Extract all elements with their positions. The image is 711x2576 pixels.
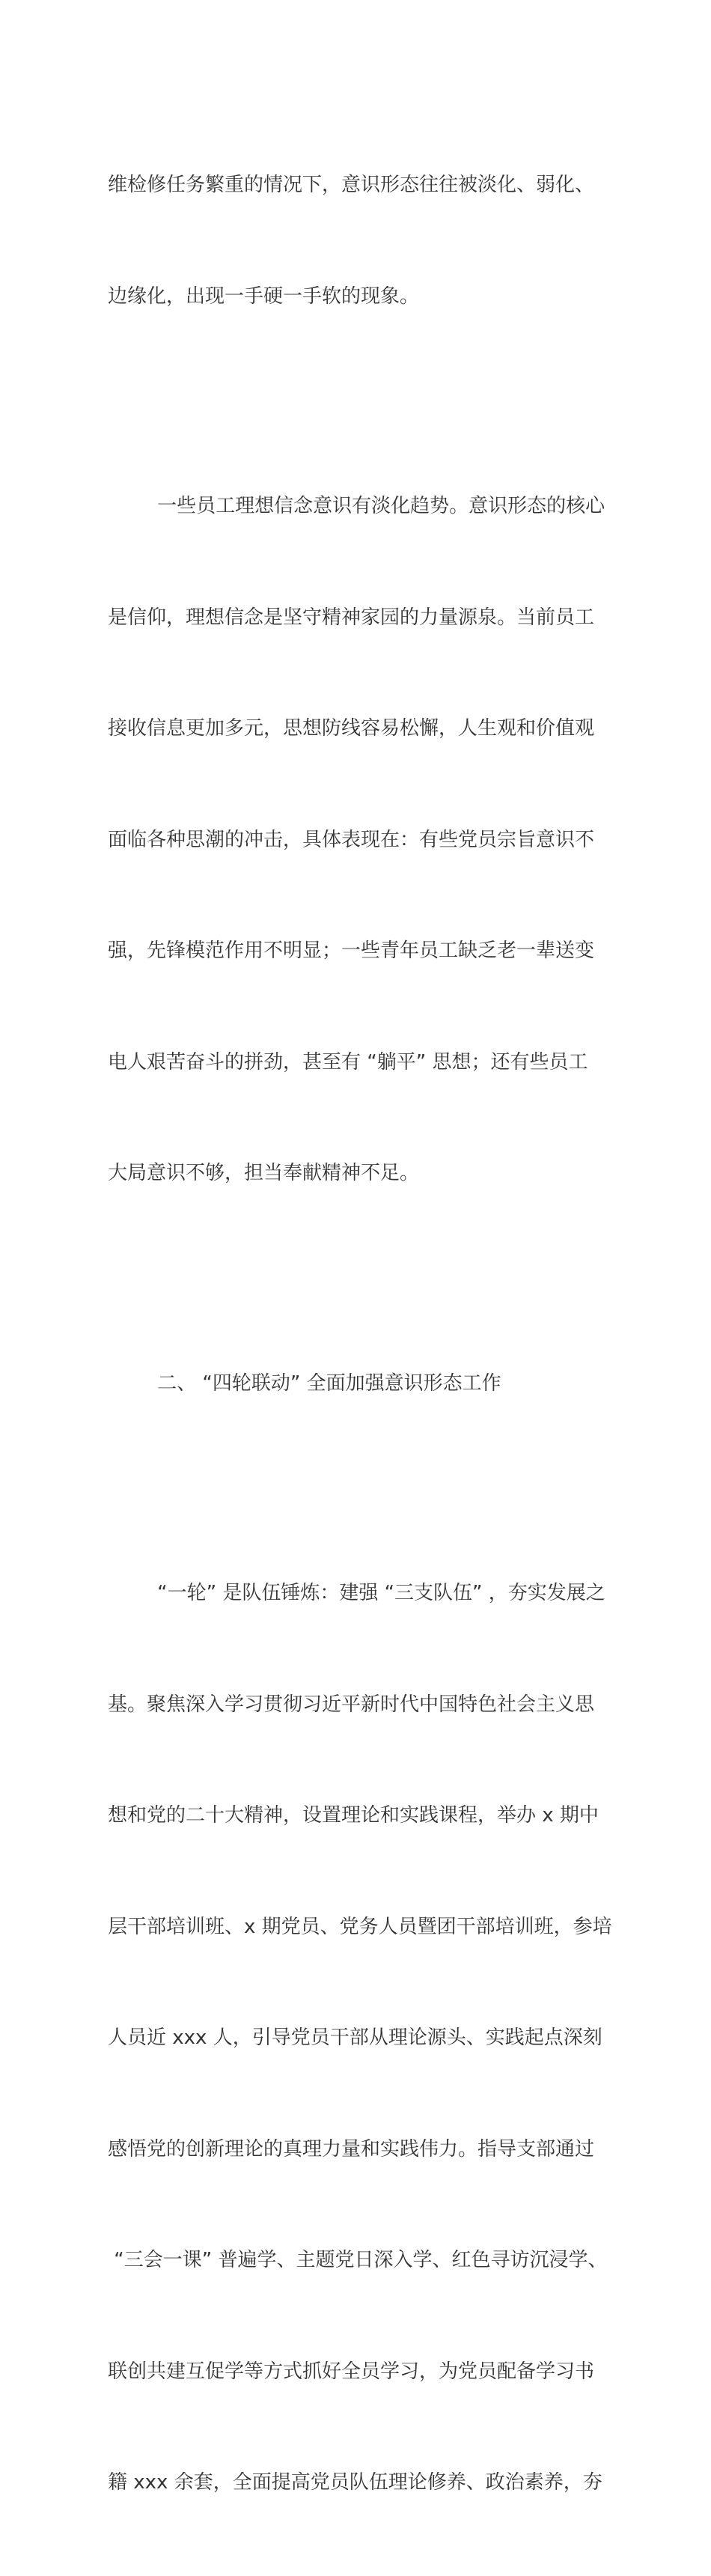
text-line: 面临各种思潮的冲击，具体表现在：有些党员宗旨意识不 <box>108 828 595 851</box>
text-line: 二、 “四轮联动” 全面加强意识形态工作 <box>108 1371 501 1395</box>
text-line: 人员近 xxx 人，引导党员干部从理论源头、实践起点深刻 <box>108 2027 602 2049</box>
text-line: 是信仰，理想信念是坚守精神家园的力量源泉。当前员工 <box>108 606 595 629</box>
paragraph-spacer <box>108 389 602 414</box>
text-line: 基。聚焦深入学习贯彻习近平新时代中国特色社会主义思 <box>108 1693 595 1716</box>
text-line: “一轮” 是队伍锤炼：建强 “三支队伍” ，夯实发展之 <box>108 1582 605 1604</box>
document-body <box>108 93 612 2576</box>
text-line: 接收信息更加多元，思想防线容易松懈，人生观和价值观 <box>108 717 595 740</box>
paragraph-2 <box>108 414 605 1267</box>
text-line: 籍 xxx 余套，全面提高党员队伍理论修养、政治素养，夯 <box>108 2471 602 2494</box>
text-line: 想和党的二十大精神，设置理论和实践课程，举办 x 期中 <box>108 1804 599 1827</box>
text-line: 联创共建互促学等方式抓好全员学习，为党员配备学习书 <box>108 2360 595 2383</box>
text-line: 层干部培训班、x 期党员、党务人员暨团干部培训班，参培 <box>108 1915 612 1938</box>
text-line: 电人艰苦奋斗的拼劲，甚至有 “躺平” 思想；还有些员工 <box>108 1050 588 1074</box>
text-line: 大局意识不够，担当奉献精神不足。 <box>108 1162 420 1184</box>
text-line: 感悟党的创新理论的真理力量和实践伟力。指导支部通过 <box>108 2137 595 2161</box>
section-heading <box>108 1291 602 1477</box>
paragraph-spacer <box>108 1267 602 1291</box>
paragraph-3 <box>108 1501 612 2576</box>
text-line: 强，先锋模范作用不明显；一些青年员工缺乏老一辈送变 <box>108 940 595 962</box>
text-line: 维检修任务繁重的情况下，意识形态往往被淡化、弱化、 <box>108 174 595 196</box>
paragraph-1 <box>108 93 602 389</box>
text-line: 边缘化，出现一手硬一手软的现象。 <box>108 284 420 308</box>
text-line: “三会一课” 普遍学、主题党日深入学、红色寻访沉浸学、 <box>108 2249 608 2271</box>
text-line: 一些员工理想信念意识有淡化趋势。意识形态的核心 <box>108 495 605 517</box>
paragraph-spacer <box>108 1476 602 1501</box>
